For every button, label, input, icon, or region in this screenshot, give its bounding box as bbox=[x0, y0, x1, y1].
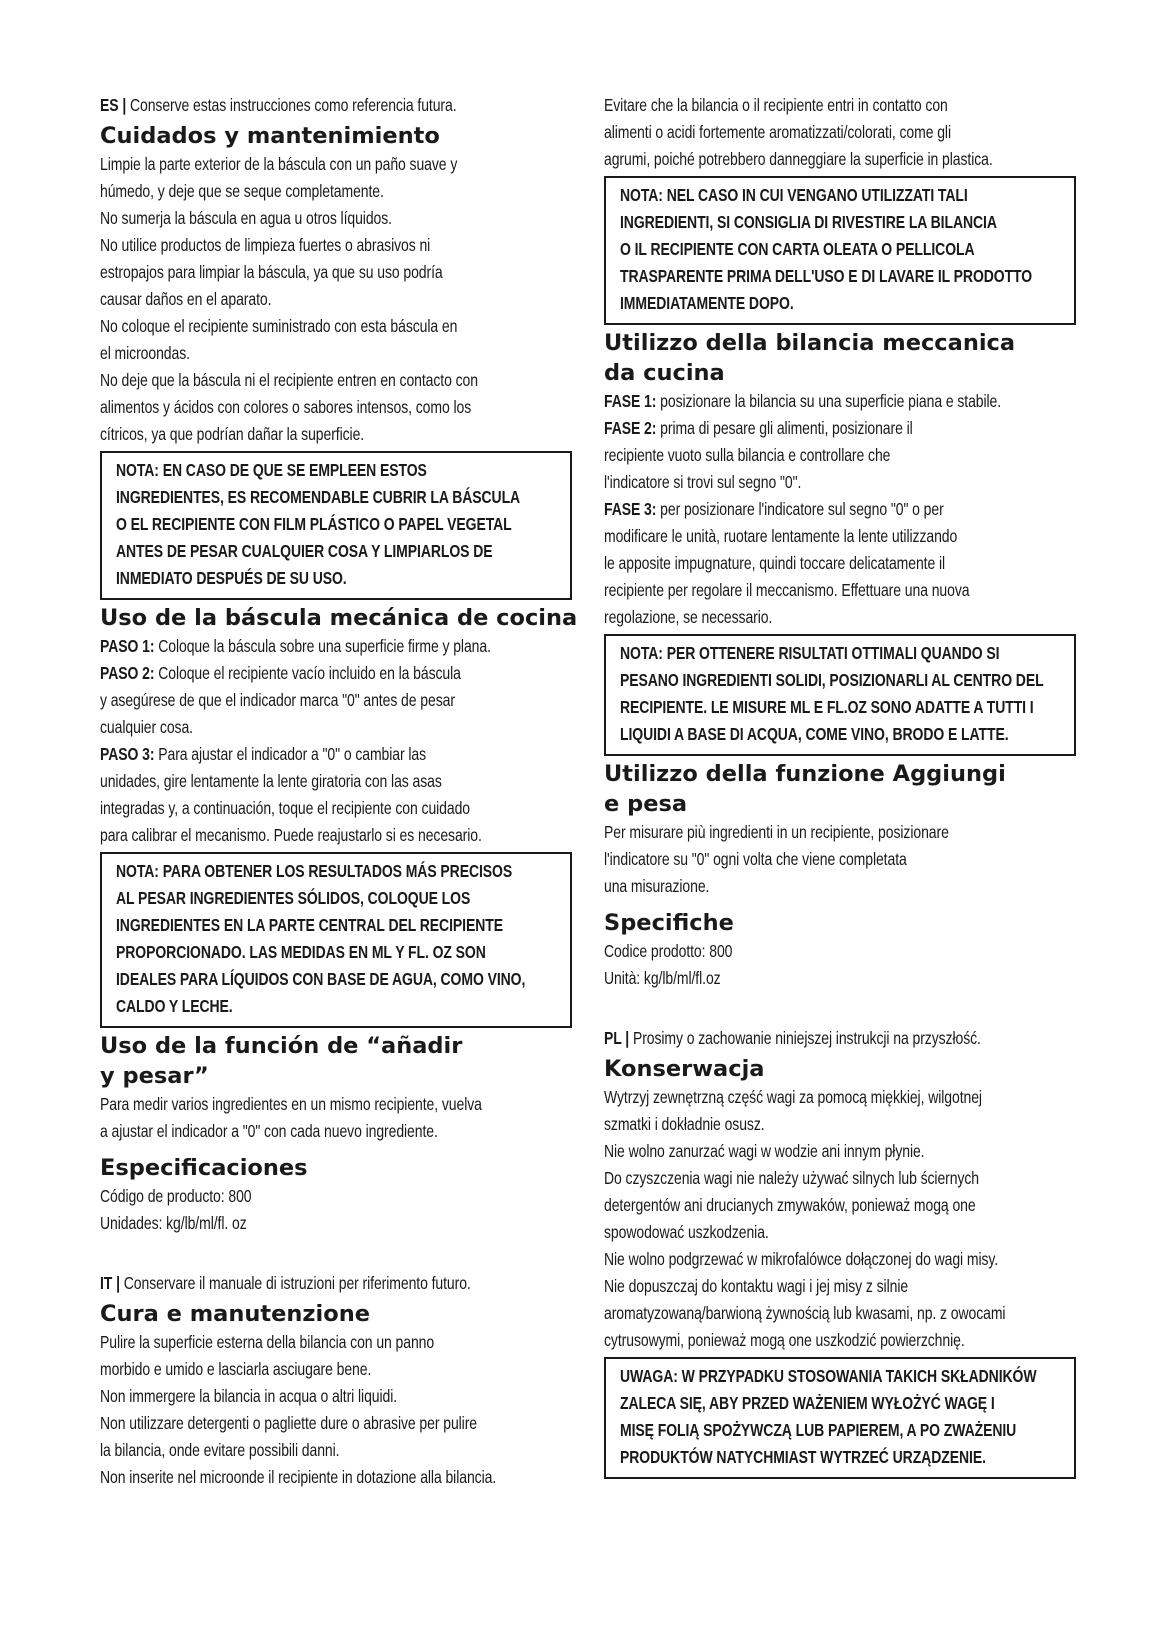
es-lang-code: ES | bbox=[100, 95, 127, 115]
pl-care-title: Konserwacja bbox=[604, 1056, 765, 1082]
it-care-title: Cura e manutenzione bbox=[100, 1301, 370, 1327]
es-care-line: No utilice productos de limpieza fuertes o abrasivos ni bbox=[100, 235, 431, 255]
pl-care-line: szmatki i dokładnie osusz. bbox=[604, 1114, 765, 1134]
es-note-box-1 bbox=[100, 451, 572, 600]
it-step-line: l'indicatore si trovi sul segno "0". bbox=[604, 472, 802, 492]
it-spec-line: Codice prodotto: 800 bbox=[604, 941, 733, 961]
it-care-line: Non inserite nel microonde il recipiente in dotazione alla bilancia. bbox=[100, 1467, 497, 1487]
it-addweigh-line: l'indicatore su "0" ogni volta che viene completata bbox=[604, 849, 907, 869]
es-note-box-2 bbox=[100, 852, 572, 1028]
es-care-line: húmedo, y deje que se seque completamente. bbox=[100, 181, 384, 201]
pl-care-line: aromatyzowaną/barwioną żywnością lub kwasami, np. z owocami bbox=[604, 1303, 1006, 1323]
it-note1-line: O IL RECIPIENTE CON CARTA OLEATA O PELLICOLA bbox=[620, 239, 975, 259]
pl-note-line: PRODUKTÓW NATYCHMIAST WYTRZEĆ URZĄDZENIE. bbox=[620, 1447, 986, 1467]
it-care-line: la bilancia, onde evitare possibili danni. bbox=[100, 1440, 340, 1460]
pl-note-line: MISĘ FOLIĄ SPOŻYWCZĄ LUB PAPIEREM, A PO ZWAŻENIU bbox=[620, 1420, 1017, 1440]
es-step-line: PASO 1: Coloque la báscula sobre una superficie firme y plana. bbox=[100, 636, 491, 656]
es-care-line: Limpie la parte exterior de la báscula con un paño suave y bbox=[100, 154, 458, 174]
it-care-line: Non immergere la bilancia in acqua o altri liquidi. bbox=[100, 1386, 398, 1406]
pl-note-line: ZALECA SIĘ, ABY PRZED WAŻENIEM WYŁOŻYĆ WAGĘ I bbox=[620, 1393, 995, 1413]
it-step-line: modificare le unità, ruotare lentamente la lente utilizzando bbox=[604, 526, 958, 546]
es-note2-line: CALDO Y LECHE. bbox=[116, 996, 233, 1016]
it-note2-line: RECIPIENTE. LE MISURE ML E FL.OZ SONO ADATTE A TUTTI I bbox=[620, 697, 1034, 717]
es-note2-line: PROPORCIONADO. LAS MEDIDAS EN ML Y FL. OZ SON bbox=[116, 942, 486, 962]
pl-care-line: Nie wolno zanurzać wagi w wodzie ani innym płynie. bbox=[604, 1141, 925, 1161]
right-column bbox=[604, 92, 1076, 1482]
it-note1-line: NOTA: NEL CASO IN CUI VENGANO UTILIZZATI TALI bbox=[620, 185, 968, 205]
it-spec-line: Unità: kg/lb/ml/fl.oz bbox=[604, 968, 721, 988]
es-note2-line: NOTA: PARA OBTENER LOS RESULTADOS MÁS PRECISOS bbox=[116, 861, 513, 881]
es-note2-line: AL PESAR INGREDIENTES SÓLIDOS, COLOQUE LOS bbox=[116, 888, 471, 908]
left-column bbox=[100, 92, 578, 1491]
es-care-title: Cuidados y mantenimiento bbox=[100, 123, 440, 149]
es-addweigh-line: a ajustar el indicador a "0" con cada nuevo ingrediente. bbox=[100, 1121, 438, 1141]
it-step-line: recipiente per regolare il meccanismo. Effettuare una nuova bbox=[604, 580, 970, 600]
it-spec-title: Specifiche bbox=[604, 910, 734, 936]
it-steps bbox=[604, 388, 1076, 631]
es-step-line: cualquier cosa. bbox=[100, 717, 193, 737]
es-step-line: unidades, gire lentamente la lente giratoria con las asas bbox=[100, 771, 442, 791]
es-steps bbox=[100, 633, 572, 849]
pl-intro-text: Prosimy o zachowanie niniejszej instrukcji na przyszłość. bbox=[632, 1028, 981, 1048]
it-note-box-1 bbox=[604, 176, 1076, 325]
it-note1-line: IMMEDIATAMENTE DOPO. bbox=[620, 293, 794, 313]
it-note-box-2 bbox=[604, 634, 1076, 756]
es-care-line: estropajos para limpiar la báscula, ya que su uso podría bbox=[100, 262, 443, 282]
it-note1-line: TRASPARENTE PRIMA DELL'USO E DI LAVARE IL PRODOTTO bbox=[620, 266, 1033, 286]
it-step-line: FASE 3: per posizionare l'indicatore sul segno "0" o per bbox=[604, 499, 944, 519]
es-care-line: cítricos, ya que podrían dañar la superficie. bbox=[100, 424, 365, 444]
es-care-line: No coloque el recipiente suministrado con esta báscula en bbox=[100, 316, 458, 336]
it-note2-line: LIQUIDI A BASE DI ACQUA, COME VINO, BRODO E LATTE. bbox=[620, 724, 1009, 744]
pl-care-line: Wytrzyj zewnętrzną część wagi za pomocą miękkiej, wilgotnej bbox=[604, 1087, 982, 1107]
it-care-line: morbido e umido e lasciarla asciugare bene. bbox=[100, 1359, 372, 1379]
it-note1-line: INGREDIENTI, SI CONSIGLIA DI RIVESTIRE LA BILANCIA bbox=[620, 212, 997, 232]
es-addweigh-title: Uso de la función de “añadir y pesar” bbox=[100, 1033, 463, 1089]
it-care-line: Non utilizzare detergenti o pagliette dure o abrasive per pulire bbox=[100, 1413, 477, 1433]
pl-lang-code: PL | bbox=[604, 1028, 630, 1048]
it-care-cont-line: Evitare che la bilancia o il recipiente entri in contatto con bbox=[604, 95, 948, 115]
es-step-line: para calibrar el mecanismo. Puede reajustarlo si es necesario. bbox=[100, 825, 482, 845]
es-note2-line: IDEALES PARA LÍQUIDOS CON BASE DE AGUA, COMO VINO, bbox=[116, 969, 526, 989]
es-note1-line: O EL RECIPIENTE CON FILM PLÁSTICO O PAPEL VEGETAL bbox=[116, 514, 512, 534]
es-intro bbox=[100, 92, 478, 119]
es-note1-line: INGREDIENTES, ES RECOMENDABLE CUBRIR LA BÁSCULA bbox=[116, 487, 521, 507]
es-note1-line: INMEDIATO DESPUÉS DE SU USO. bbox=[116, 568, 347, 588]
it-care-cont-line: agrumi, poiché potrebbero danneggiare la superficie in plastica. bbox=[604, 149, 993, 169]
es-use-title: Uso de la báscula mecánica de cocina bbox=[100, 605, 578, 631]
es-spec-line: Unidades: kg/lb/ml/fl. oz bbox=[100, 1213, 247, 1233]
es-care-line: el microondas. bbox=[100, 343, 190, 363]
es-care-line: causar daños en el aparato. bbox=[100, 289, 272, 309]
it-note2-line: PESANO INGREDIENTI SOLIDI, POSIZIONARLI AL CENTRO DEL bbox=[620, 670, 1044, 690]
it-step-line: le apposite impugnature, quindi toccare delicatamente il bbox=[604, 553, 946, 573]
it-addweigh-line: una misurazione. bbox=[604, 876, 710, 896]
es-care-line: No sumerja la báscula en agua u otros líquidos. bbox=[100, 208, 392, 228]
es-note1-line: NOTA: EN CASO DE QUE SE EMPLEEN ESTOS bbox=[116, 460, 427, 480]
pl-note-line: UWAGA: W PRZYPADKU STOSOWANIA TAKICH SKŁADNIKÓW bbox=[620, 1366, 1037, 1386]
pl-care-line: detergentów ani drucianych zmywaków, ponieważ mogą one bbox=[604, 1195, 976, 1215]
es-care-body bbox=[100, 151, 572, 448]
it-use-title: Utilizzo della bilancia meccanica da cucina bbox=[604, 330, 1016, 386]
pl-care-line: cytrusowymi, ponieważ mogą one uszkodzić powierzchnię. bbox=[604, 1330, 965, 1350]
es-step-line: PASO 2: Coloque el recipiente vacío incluido en la báscula bbox=[100, 663, 461, 683]
it-intro bbox=[100, 1270, 478, 1297]
pl-care-line: Do czyszczenia wagi nie należy używać silnych lub ściernych bbox=[604, 1168, 979, 1188]
it-addweigh-title: Utilizzo della funzione Aggiungi e pesa bbox=[604, 761, 1006, 817]
pl-note-box bbox=[604, 1357, 1076, 1479]
it-step-line: FASE 1: posizionare la bilancia su una superficie piana e stabile. bbox=[604, 391, 1002, 411]
it-addweigh-line: Per misurare più ingredienti in un recipiente, posizionare bbox=[604, 822, 949, 842]
es-spec-title: Especificaciones bbox=[100, 1155, 308, 1181]
it-step-line: regolazione, se necessario. bbox=[604, 607, 773, 627]
es-care-line: No deje que la báscula ni el recipiente entren en contacto con bbox=[100, 370, 478, 390]
es-addweigh-line: Para medir varios ingredientes en un mismo recipiente, vuelva bbox=[100, 1094, 482, 1114]
it-care-line: Pulire la superficie esterna della bilancia con un panno bbox=[100, 1332, 435, 1352]
es-step-line: y asegúrese de que el indicador marca "0" antes de pesar bbox=[100, 690, 455, 710]
es-intro-text: Conserve estas instrucciones como referencia futura. bbox=[129, 95, 457, 115]
it-step-line: FASE 2: prima di pesare gli alimenti, posizionare il bbox=[604, 418, 913, 438]
es-note1-line: ANTES DE PESAR CUALQUIER COSA Y LIMPIARLOS DE bbox=[116, 541, 493, 561]
pl-care-line: Nie dopuszczaj do kontaktu wagi i jej misy z silnie bbox=[604, 1276, 909, 1296]
pl-intro bbox=[604, 1025, 982, 1052]
es-step-line: integradas y, a continuación, toque el recipiente con cuidado bbox=[100, 798, 471, 818]
it-care-cont-line: alimenti o acidi fortemente aromatizzati/colorati, come gli bbox=[604, 122, 951, 142]
es-note2-line: INGREDIENTES EN LA PARTE CENTRAL DEL RECIPIENTE bbox=[116, 915, 503, 935]
pl-care-line: Nie wolno podgrzewać w mikrofalówce dołączonej do wagi misy. bbox=[604, 1249, 999, 1269]
it-step-line: recipiente vuoto sulla bilancia e controllare che bbox=[604, 445, 891, 465]
es-care-line: alimentos y ácidos con colores o sabores intensos, como los bbox=[100, 397, 472, 417]
pl-care-line: spowodować uszkodzenia. bbox=[604, 1222, 769, 1242]
es-spec-line: Código de producto: 800 bbox=[100, 1186, 252, 1206]
it-intro-text: Conservare il manuale di istruzioni per riferimento futuro. bbox=[123, 1273, 471, 1293]
it-note2-line: NOTA: PER OTTENERE RISULTATI OTTIMALI QUANDO SI bbox=[620, 643, 1000, 663]
it-lang-code: IT | bbox=[100, 1273, 120, 1293]
es-step-line: PASO 3: Para ajustar el indicador a "0" o cambiar las bbox=[100, 744, 427, 764]
